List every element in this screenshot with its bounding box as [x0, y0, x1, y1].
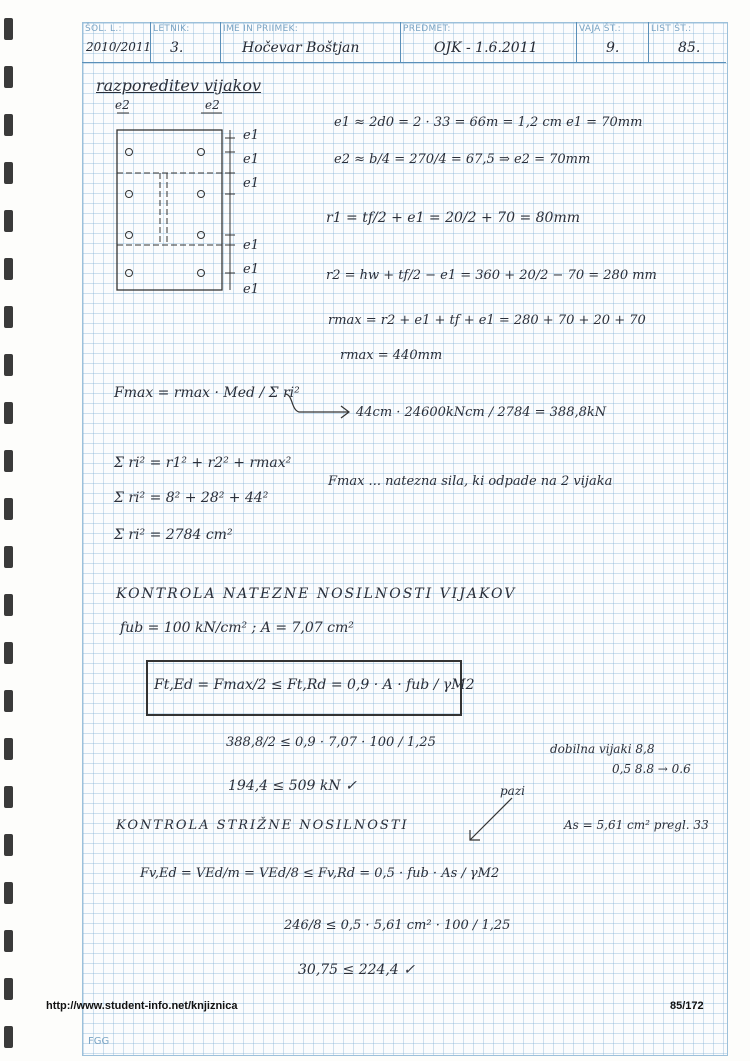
- rmax-equation: rmax = r2 + e1 + tf + e1 = 280 + 70 + 20 + 70: [328, 313, 646, 328]
- punch-hole: [4, 450, 13, 472]
- punch-hole: [4, 258, 13, 280]
- header-label: LIST ŠT.:: [651, 24, 692, 34]
- dimension-label: e2: [115, 98, 130, 112]
- r1-equation: r1 = tf/2 + e1 = 20/2 + 70 = 80mm: [326, 210, 580, 226]
- section-title-shear: KONTROLA STRIŽNE NOSILNOSTI: [116, 818, 409, 833]
- punch-hole: [4, 498, 13, 520]
- header-value: 2010/2011: [86, 40, 152, 54]
- punch-hole: [4, 66, 13, 88]
- header-cell-school-year: [82, 22, 151, 62]
- sum-equation-1: Σ ri² = r1² + r2² + rmax²: [114, 455, 292, 471]
- punch-hole: [4, 1026, 13, 1048]
- fmax-calculation: 44cm · 24600kNcm / 2784 = 388,8kN: [356, 405, 607, 420]
- punch-hole: [4, 738, 13, 760]
- punch-hole: [4, 882, 13, 904]
- punch-hole: [4, 834, 13, 856]
- fmax-formula: Fmax = rmax · Med / Σ ri²: [114, 385, 300, 401]
- pazi-note: pazi: [500, 784, 525, 798]
- dimension-label: e1: [243, 282, 259, 297]
- header-cell-exercise: [576, 22, 649, 62]
- footer-url: http://www.student-info.net/knjiznica: [46, 1000, 238, 1012]
- tension-check-result: 194,4 ≤ 509 kN ✓: [228, 778, 357, 794]
- dimension-label: e1: [243, 262, 259, 277]
- header-cell-name: [220, 22, 401, 62]
- bolt-hole: [198, 232, 205, 239]
- header-label: ŠOL. L.:: [85, 24, 122, 34]
- header-value: Hočevar Boštjan: [242, 40, 360, 56]
- e1-equation: e1 ≈ 2d0 = 2 · 33 = 66m = 1,2 cm e1 = 70mm: [334, 115, 643, 130]
- bolt-hole: [198, 149, 205, 156]
- bolt-hole: [126, 232, 133, 239]
- shear-check-result: 30,75 ≤ 224,4 ✓: [298, 962, 415, 978]
- fub-line: fub = 100 kN/cm² ; A = 7,07 cm²: [120, 620, 354, 636]
- fmax-note: Fmax ... natezna sila, ki odpade na 2 vijaka: [328, 474, 613, 489]
- tension-check-formula: Ft,Ed = Fmax/2 ≤ Ft,Rd = 0,9 · A · fub / γM2: [154, 677, 475, 693]
- dimension-label: e1: [243, 128, 259, 143]
- header-cell-year: [150, 22, 221, 62]
- punch-hole: [4, 930, 13, 952]
- pointer-arrow-icon: [462, 796, 522, 846]
- side-note-bolt-class: dobilna vijaki 8,8: [550, 742, 655, 756]
- punch-hole: [4, 690, 13, 712]
- bolt-hole: [126, 270, 133, 277]
- header-value: OJK - 1.6.2011: [434, 40, 538, 56]
- punch-hole: [4, 594, 13, 616]
- footer-page-number: 85/172: [670, 1000, 704, 1012]
- arrow-icon: [283, 390, 353, 420]
- punch-hole: [4, 546, 13, 568]
- header-value: 9.: [606, 40, 620, 56]
- punch-hole: [4, 786, 13, 808]
- section-title-bolt-layout: razporeditev vijakov: [96, 76, 262, 95]
- punch-hole: [4, 354, 13, 376]
- fgg-mark: FGG: [88, 1036, 110, 1047]
- dimension-label: e1: [243, 238, 259, 253]
- bolt-hole: [198, 270, 205, 277]
- header-cell-subject: [400, 22, 577, 62]
- header-cell-sheet: [648, 22, 726, 62]
- bolt-hole: [126, 149, 133, 156]
- bolt-layout-diagram: [95, 95, 285, 305]
- sum-equation-2: Σ ri² = 8² + 28² + 44²: [114, 490, 269, 506]
- header-value: 3.: [170, 40, 184, 56]
- header-label: VAJA ŠT.:: [579, 24, 621, 34]
- punch-hole: [4, 402, 13, 424]
- bolt-hole: [198, 191, 205, 198]
- header-label: LETNIK:: [153, 24, 190, 34]
- binding-strip: [0, 0, 18, 1061]
- plate-outline: [117, 130, 222, 290]
- header-label: IME IN PRIIMEK:: [223, 24, 299, 34]
- sum-equation-3: Σ ri² = 2784 cm²: [114, 527, 233, 543]
- as-note: As = 5,61 cm² pregl. 33: [564, 818, 709, 832]
- shear-check-formula: Fv,Ed = VEd/m = VEd/8 ≤ Fv,Rd = 0,5 · fub · As / γM2: [140, 866, 500, 881]
- punch-hole: [4, 210, 13, 232]
- dimension-label: e1: [243, 176, 259, 191]
- punch-hole: [4, 18, 13, 40]
- punch-hole: [4, 162, 13, 184]
- header-value: 85.: [678, 40, 701, 56]
- r2-equation: r2 = hw + tf/2 − e1 = 360 + 20/2 − 70 = 280 mm: [326, 268, 657, 283]
- rmax-result: rmax = 440mm: [340, 348, 443, 363]
- header-table: [82, 22, 726, 63]
- dimension-label: e1: [243, 152, 259, 167]
- punch-hole: [4, 642, 13, 664]
- bolt-hole: [126, 191, 133, 198]
- shear-check-values: 246/8 ≤ 0,5 · 5,61 cm² · 100 / 1,25: [284, 918, 511, 933]
- side-note-factor: 0,5 8.8 → 0.6: [612, 762, 691, 776]
- tension-check-values: 388,8/2 ≤ 0,9 · 7,07 · 100 / 1,25: [226, 735, 436, 750]
- dimension-label: e2: [205, 98, 220, 112]
- punch-hole: [4, 114, 13, 136]
- punch-hole: [4, 978, 13, 1000]
- punch-hole: [4, 306, 13, 328]
- header-label: PREDMET:: [403, 24, 451, 34]
- e2-equation: e2 ≈ b/4 = 270/4 = 67,5 ⇒ e2 = 70mm: [334, 152, 591, 167]
- section-title-tension: KONTROLA NATEZNE NOSILNOSTI VIJAKOV: [116, 586, 517, 602]
